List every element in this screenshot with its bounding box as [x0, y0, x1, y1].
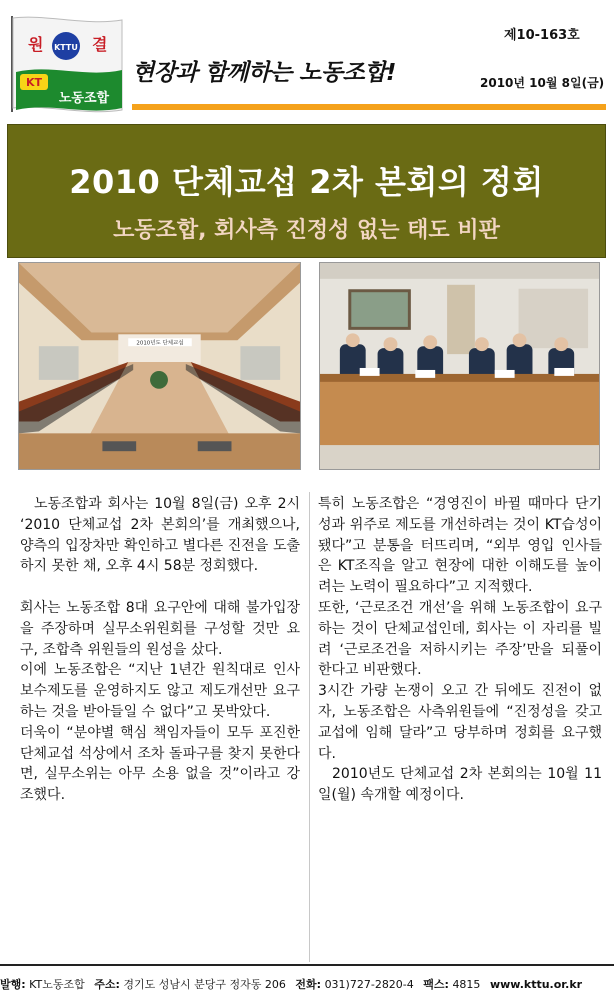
svg-text:KT: KT [25, 76, 43, 89]
photo-conference-room [18, 262, 301, 470]
headline: 2010 단체교섭 2차 본회의 정회 [69, 163, 544, 201]
column-divider [309, 492, 310, 962]
article-paragraph: 특히 노동조합은 “경영진이 바뀔 때마다 단기성과 위주로 제도를 개선하려는 것이 KT습성이 됐다”고 분통을 터뜨리며, “외부 영입 인사들은 KT조직을 알고 현장에 대한 이해도를 높이려는 노력이 필요하다”고 지적했다. [318, 496, 602, 596]
publisher: KT노동조합 [29, 978, 85, 991]
address: 경기도 성남시 분당구 정자동 206 [123, 978, 286, 991]
footer-rule [0, 964, 614, 966]
phone: 031)727-2820-4 [324, 978, 414, 991]
article-paragraph: 회사는 노동조합 8대 요구안에 대해 불가입장을 주장하며 실무소위원회를 구성할 것만 요구, 조합측 위원들의 원성을 샀다. [20, 599, 300, 658]
footer [0, 976, 614, 992]
svg-text:노동조합: 노동조합 [58, 91, 110, 106]
fax-label: 팩스: [423, 978, 449, 991]
publisher-label: 발행: [0, 978, 26, 991]
union-flag-logo [6, 12, 124, 114]
article-paragraph: 이에 노동조합은 “지난 1년간 원칙대로 인사보수제도를 운영하지도 않고 제도개선만 요구하는 것을 받아들일 수 없다”고 못박았다. [20, 662, 300, 720]
photo-negotiation-table [319, 262, 600, 470]
fax: 4815 [452, 978, 481, 991]
svg-text:원: 원 [28, 35, 44, 54]
svg-text:결: 결 [92, 35, 108, 54]
article-paragraph: 노동조합과 회사는 10월 8일(금) 오후 2시 ‘2010 단체교섭 2차 본회의’를 개최했으나, 양측의 입장차만 확인하고 별다른 진전을 도출하지 못한 채, 오후 4시 58분 정회했다. [20, 496, 300, 575]
article-column-left [20, 494, 300, 806]
issue-date: 2010년 10월 8일(금) [480, 76, 605, 90]
header-accent-rule [132, 104, 606, 110]
subheadline: 노동조합, 회사측 진정성 없는 태도 비판 [113, 218, 500, 243]
article-paragraph: 3시간 가량 논쟁이 오고 간 뒤에도 진전이 없자, 노동조합은 사측위원들에 “진정성을 갖고 교섭에 임해 달라”고 당부하며 정회를 요구했다. [318, 683, 602, 762]
article-paragraph: 2010년도 단체교섭 2차 본회의는 10월 11일(월) 속개할 예정이다. [318, 766, 602, 804]
svg-text:2010년도 단체교섭: 2010년도 단체교섭 [136, 340, 184, 347]
title-banner [7, 124, 606, 258]
phone-label: 전화: [295, 978, 322, 991]
website-link[interactable]: www.kttu.or.kr [489, 978, 583, 991]
slogan: 현장과 함께하는 노동조합! [132, 60, 396, 86]
address-label: 주소: [94, 978, 120, 991]
article-column-right [318, 494, 602, 806]
article-paragraph: 또한, ‘근로조건 개선’을 위해 노동조합이 요구하는 것이 단체교섭인데, 회사는 이 자리를 빌려 ‘근로조건을 저하시키는 주장’만을 되풀이 한다고 비판했다. [318, 599, 602, 679]
issue-number: 제10-163호 [504, 28, 580, 43]
svg-text:KTTU: KTTU [54, 43, 78, 52]
article-paragraph: 더욱이 “분야별 핵심 책임자들이 모두 포진한 단체교섭 석상에서 조차 돌파구를 찾지 못한다면, 실무소위는 아무 소용 없을 것”이라고 강조했다. [20, 724, 300, 804]
